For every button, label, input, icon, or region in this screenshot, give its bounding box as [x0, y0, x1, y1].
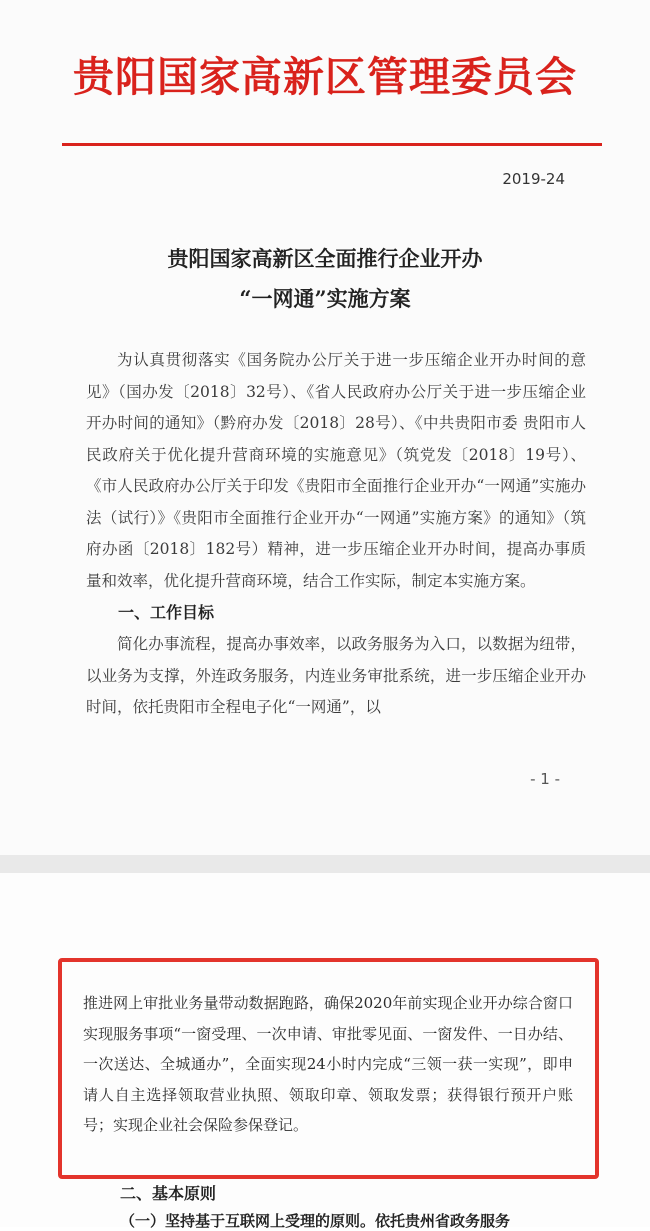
- section-1-heading: 一、工作目标: [118, 603, 215, 622]
- page-separator: [0, 855, 650, 873]
- document-number: 2019-24: [502, 170, 565, 188]
- page-number: - 1 -: [530, 770, 560, 788]
- section-1-paragraph: 简化办事流程，提高办事效率，以政务服务为入口，以数据为纽带，以业务为支撑，外连政务服务，内连业务审批系统，进一步压缩企业开办时间，依托贵阳市全程电子化“一网通”，以: [86, 635, 586, 716]
- document-title-line-1: 贵阳国家高新区全面推行企业开办: [167, 246, 483, 271]
- document-title-line-2: “一网通”实施方案: [239, 286, 411, 311]
- highlighted-text-block: [83, 988, 573, 1141]
- masthead-red-rule: [62, 143, 602, 146]
- section-2-subheading: （一）坚持基于互联网上受理的原则。依托贵州省政务服务: [120, 1212, 511, 1230]
- masthead-title: 贵阳国家高新区管理委员会: [73, 53, 577, 101]
- document-body: [86, 345, 586, 724]
- intro-paragraph: 为认真贯彻落实《国务院办公厅关于进一步压缩企业开办时间的意见》（国办发〔2018〕32号）、《省人民政府办公厅关于进一步压缩企业开办时间的通知》（黔府办发〔2018〕28号）、《中共贵阳市委 贵阳市人民政府关于优化提升营商环境的实施意见》（筑党发〔2018〕19号）、《市人民政府办公厅关于印发《贵阳市全面推行企业开办“一网通”实施办法（试行）》《贵阳市全面推行企业开办“一网通”实施方案》的通知》（筑府办函〔2018〕182号）精神，进一步压缩企业开办时间，提高办事质量和效率，优化提升营商环境，结合工作实际，制定本实施方案。: [86, 351, 586, 590]
- highlighted-paragraph: 推进网上审批业务量带动数据跑路，确保2020年前实现企业开办综合窗口实现服务事项“一窗受理、一次申请、审批零见面、一窗发件、一日办结、一次送达、全城通办”，全面实现24小时内完成“三领一获一实现”，即申请人自主选择领取营业执照、领取印章、领取发票；获得银行预开户账号；实现企业社会保险参保登记。: [83, 994, 573, 1134]
- section-2-heading: 二、基本原则: [120, 1184, 217, 1203]
